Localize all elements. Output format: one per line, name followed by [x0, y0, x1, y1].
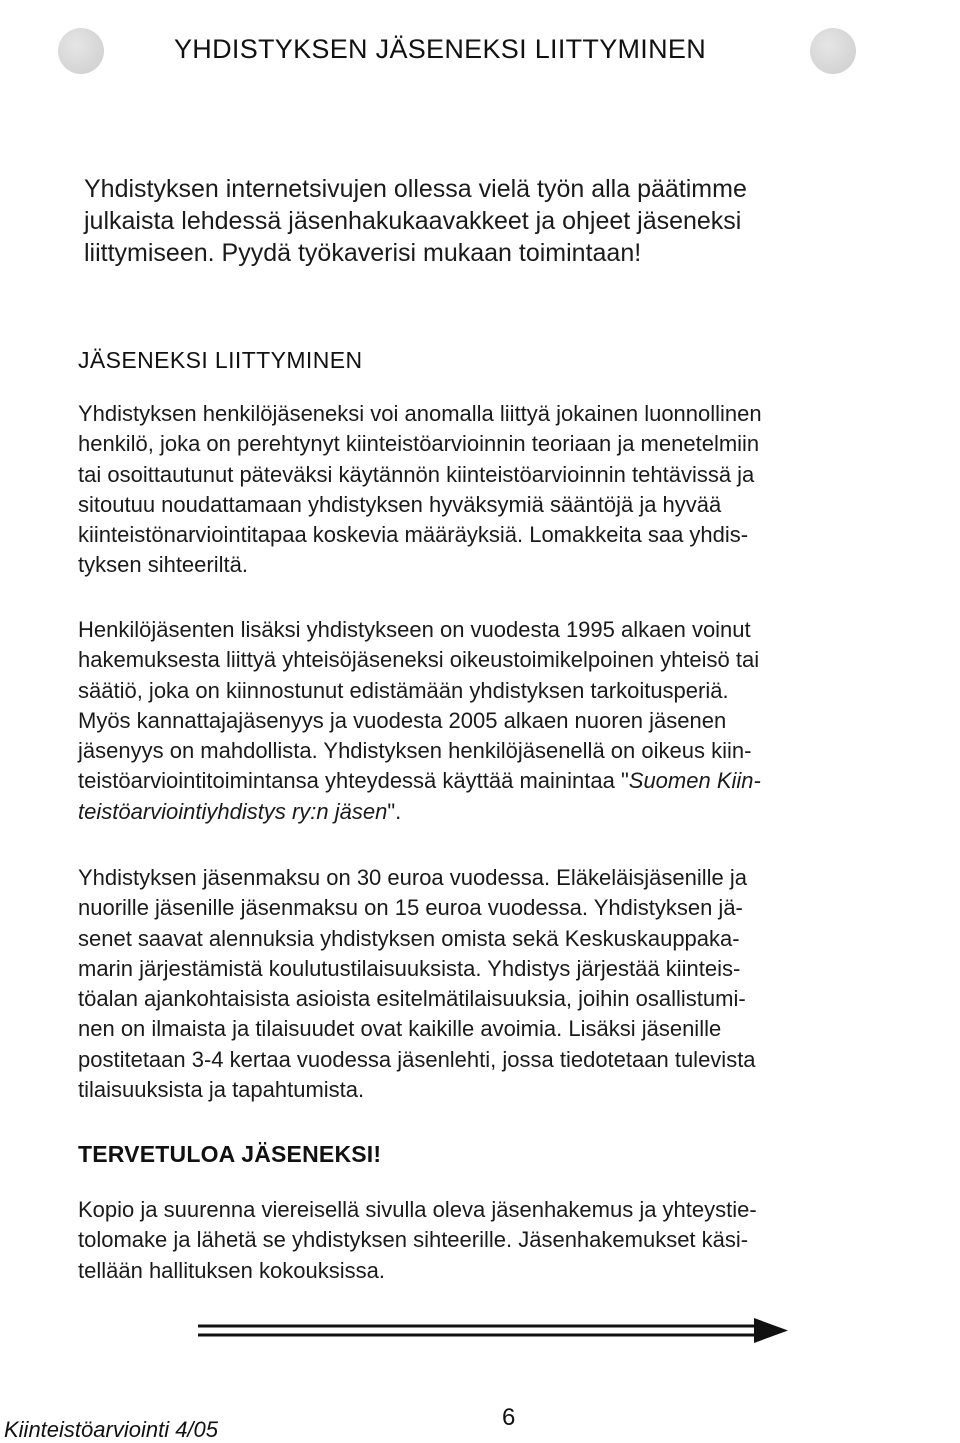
- community-text-before: Henkilöjäsenten lisäksi yhdistykseen on vuodesta 1995 alkaen voinut hakemuksesta liittyä yhteisöjäseneksi oikeustoimikelpoinen yhteisö tai säätiö, joka on kiinnostunut edistämään yhdistyksen tarkoitusperiä. Myös kannattajajäsenyys ja vuodesta 2005 alkaen nuoren jäsenen jäsenyys on mahdollista. Yhdistyksen henkilöjäsenellä on oikeus kiin- teistöarviointitoimintansa yhteydessä käyttää mainintaa ": [78, 617, 760, 794]
- double-arrow-right-icon: [196, 1316, 792, 1346]
- section-heading-membership: JÄSENEKSI LIITTYMINEN: [78, 347, 363, 373]
- intro-paragraph: Yhdistyksen internetsivujen ollessa vielä työn alla päätimme julkaista lehdessä jäsenhakukaavakkeet ja ohjeet jäseneksi liittymiseen. Pyydä työkaverisi mukaan toimintaan!: [84, 175, 747, 267]
- membership-mention-emphasis: Suomen Kiin- teistöarviointiyhdistys ry:n jäsen: [78, 768, 761, 824]
- footer-publication: Kiinteistöarviointi 4/05: [4, 1417, 219, 1442]
- membership-paragraph: Yhdistyksen henkilöjäseneksi voi anomalla liittyä jokainen luonnollinen henkilö, joka on perehtynyt kiinteistöarvioinnin teoriaan ja menetelmiin tai osoittautunut päteväksi käytännön kiinteistöarvioinnin tehtävissä ja sitoutuu noudattamaan yhdistyksen hyväksymiä sääntöjä ja hyvää kiinteistönarviointitapaa koskevia määräyksiä. Lomakkeita saa yhdis- tyksen sihteeriltä.: [78, 401, 762, 578]
- fee-paragraph: Yhdistyksen jäsenmaksu on 30 euroa vuodessa. Eläkeläisjäsenille ja nuorille jäsenille jäsenmaksu on 15 euroa vuodessa. Yhdistyksen jä- senet saavat alennuksia yhdistyksen omista sekä Keskuskauppaka- marin järjestämistä koulutustilaisuuksista. Yhdistys järjestää kiinteis- töalan ajankohtaisista asioista esitelmätilaisuuksia, joihin osallistumi- nen on ilmaista ja tilaisuudet ovat kaikille avoimia. Lisäksi jäsenille postitetaan 3-4 kertaa vuodessa jäsenlehti, jossa tiedotetaan tulevista tilaisuuksista ja tapahtumista.: [78, 865, 756, 1103]
- instructions-paragraph: Kopio ja suurenna viereisellä sivulla oleva jäsenhakemus ja yhteystie- tolomake ja lähetä se yhdistyksen sihteerille. Jäsenhakemukset käsi- tellään hallituksen kokouksissa.: [78, 1197, 757, 1283]
- page-title: YHDISTYKSEN JÄSENEKSI LIITTYMINEN: [174, 34, 707, 64]
- community-text-after: ".: [387, 798, 402, 824]
- page-number: 6: [502, 1404, 516, 1431]
- circle-decoration-right: [810, 28, 856, 74]
- circle-decoration-left: [58, 28, 104, 74]
- community-membership-paragraph: [78, 615, 888, 827]
- section-heading-welcome: TERVETULOA JÄSENEKSI!: [78, 1141, 382, 1167]
